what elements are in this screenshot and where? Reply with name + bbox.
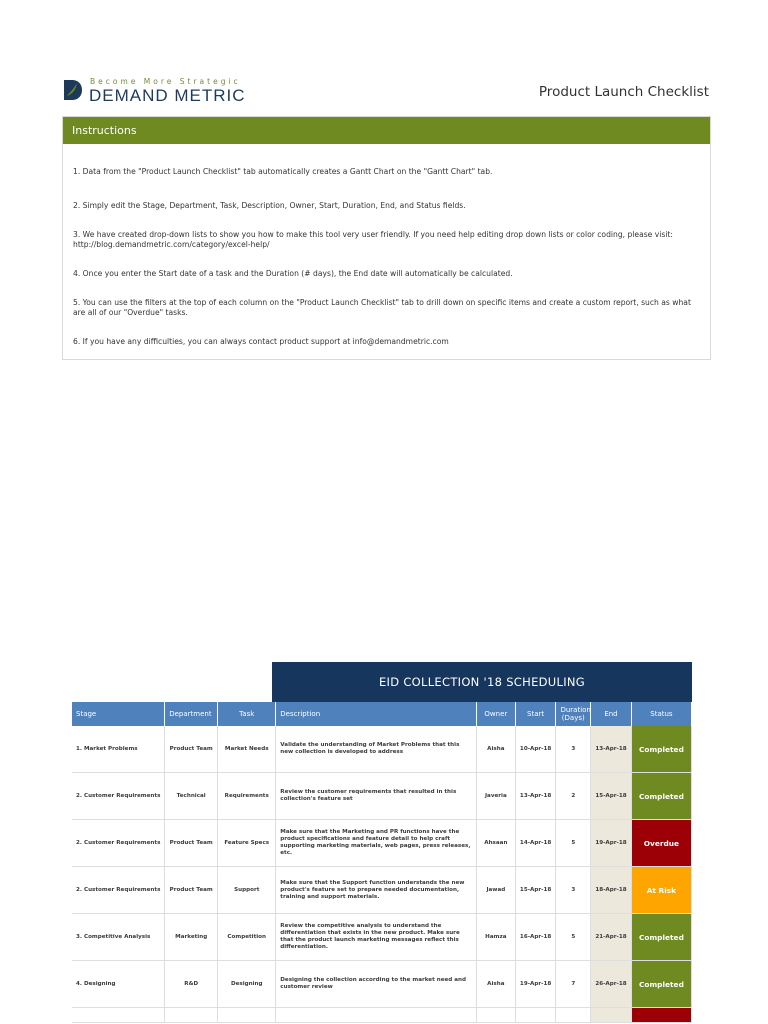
cell-task[interactable]: Feature Specs	[218, 820, 276, 867]
table-row	[72, 961, 692, 1008]
cell-end: 26-Apr-18	[591, 961, 632, 1008]
table-row	[72, 914, 692, 961]
cell-department[interactable]: R&D	[165, 961, 218, 1008]
cell-description[interactable]: Review the competitive analysis to understand the differentiation that exists in the new product. Make sure that the product launch marketing messages reflect this differentiation.	[276, 914, 477, 961]
column-header-end[interactable]: End	[591, 702, 632, 726]
table-row	[72, 726, 692, 773]
page-title: Product Launch Checklist	[538, 84, 709, 100]
column-header-owner[interactable]: Owner	[476, 702, 515, 726]
logo-name: DEMAND METRIC	[89, 86, 246, 105]
logo-mark-icon	[62, 78, 84, 102]
cell-duration[interactable]: 2	[556, 773, 591, 820]
instruction-item-1: 1. Data from the "Product Launch Checklist" tab automatically creates a Gantt Chart on the "Gantt Chart" tab.	[73, 167, 493, 176]
status-badge[interactable]: Completed	[631, 773, 691, 820]
cell-duration[interactable]	[556, 1008, 591, 1023]
cell-owner[interactable]: Hamza	[476, 914, 515, 961]
status-badge[interactable]	[631, 1008, 691, 1023]
cell-department[interactable]: Technical	[165, 773, 218, 820]
column-header-status[interactable]: Status	[631, 702, 691, 726]
cell-end: 18-Apr-18	[591, 867, 632, 914]
instruction-item-6: 6. If you have any difficulties, you can always contact product support at info@demandmetric.com	[73, 337, 449, 346]
schedule-table	[72, 702, 692, 1023]
cell-duration[interactable]: 3	[556, 867, 591, 914]
cell-task[interactable]: Requirements	[218, 773, 276, 820]
instructions-panel	[62, 116, 711, 360]
cell-start[interactable]: 16-Apr-18	[515, 914, 556, 961]
status-badge[interactable]: Overdue	[631, 820, 691, 867]
cell-stage[interactable]: 4. Designing	[72, 961, 165, 1008]
cell-stage[interactable]: 2. Customer Requirements	[72, 820, 165, 867]
cell-task[interactable]: Competition	[218, 914, 276, 961]
cell-start[interactable]: 10-Apr-18	[515, 726, 556, 773]
cell-start[interactable]: 19-Apr-18	[515, 961, 556, 1008]
column-header-description[interactable]: Description	[276, 702, 477, 726]
demand-metric-logo	[62, 76, 272, 106]
instruction-item-2: 2. Simply edit the Stage, Department, Task, Description, Owner, Start, Duration, End, and Status fields.	[73, 201, 466, 210]
cell-description[interactable]	[276, 1008, 477, 1023]
cell-end	[591, 1008, 632, 1023]
cell-description[interactable]: Make sure that the Marketing and PR functions have the product specifications and feature detail to help craft supporting marketing materials, web pages, press releases, etc.	[276, 820, 477, 867]
cell-task[interactable]: Market Needs	[218, 726, 276, 773]
cell-description[interactable]: Make sure that the Support function understands the new product's feature set to prepare needed documentation, training and support materials.	[276, 867, 477, 914]
table-row	[72, 867, 692, 914]
cell-start[interactable]	[515, 1008, 556, 1023]
cell-department[interactable]	[165, 1008, 218, 1023]
cell-duration[interactable]: 5	[556, 914, 591, 961]
status-badge[interactable]: Completed	[631, 914, 691, 961]
status-badge[interactable]: At Risk	[631, 867, 691, 914]
status-badge[interactable]: Completed	[631, 961, 691, 1008]
column-header-department[interactable]: Department	[165, 702, 218, 726]
column-header-task[interactable]: Task	[218, 702, 276, 726]
cell-owner[interactable]: Jawad	[476, 867, 515, 914]
cell-owner[interactable]	[476, 1008, 515, 1023]
instruction-item-3: 3. We have created drop-down lists to show you how to make this tool very user friendly. If you need help editing drop down lists or color coding, please visit: http://blog.demandmetric.com/category/excel-help/	[73, 230, 673, 249]
column-header-duration[interactable]: Duration (Days)	[556, 702, 591, 726]
cell-end: 15-Apr-18	[591, 773, 632, 820]
cell-stage[interactable]: 2. Customer Requirements	[72, 867, 165, 914]
cell-task[interactable]: Designing	[218, 961, 276, 1008]
cell-task[interactable]: Support	[218, 867, 276, 914]
instruction-item-4: 4. Once you enter the Start date of a task and the Duration (# days), the End date will automatically be calculated.	[73, 269, 513, 278]
cell-department[interactable]: Marketing	[165, 914, 218, 961]
column-header-start[interactable]: Start	[515, 702, 556, 726]
schedule-header-row	[72, 702, 692, 726]
cell-department[interactable]: Product Team	[165, 820, 218, 867]
cell-owner[interactable]: Javeria	[476, 773, 515, 820]
cell-start[interactable]: 15-Apr-18	[515, 867, 556, 914]
cell-stage[interactable]	[72, 1008, 165, 1023]
logo-tagline: Become More Strategic	[90, 77, 241, 86]
status-badge[interactable]: Completed	[631, 726, 691, 773]
cell-start[interactable]: 13-Apr-18	[515, 773, 556, 820]
cell-department[interactable]: Product Team	[165, 867, 218, 914]
table-row	[72, 773, 692, 820]
cell-task[interactable]	[218, 1008, 276, 1023]
table-row	[72, 1008, 692, 1023]
table-row	[72, 820, 692, 867]
cell-duration[interactable]: 5	[556, 820, 591, 867]
cell-owner[interactable]: Ahsaan	[476, 820, 515, 867]
cell-duration[interactable]: 3	[556, 726, 591, 773]
cell-stage[interactable]: 1. Market Problems	[72, 726, 165, 773]
cell-description[interactable]: Review the customer requirements that resulted in this collection's feature set	[276, 773, 477, 820]
cell-duration[interactable]: 7	[556, 961, 591, 1008]
cell-owner[interactable]: Aisha	[476, 726, 515, 773]
column-header-stage[interactable]: Stage	[72, 702, 165, 726]
cell-stage[interactable]: 2. Customer Requirements	[72, 773, 165, 820]
cell-end: 13-Apr-18	[591, 726, 632, 773]
schedule-title: EID COLLECTION '18 SCHEDULING	[272, 662, 692, 702]
instruction-item-5: 5. You can use the filters at the top of each column on the "Product Launch Checklist" tab to drill down on specific items and create a custom report, such as what are all of our "Overdue" tasks.	[73, 298, 691, 317]
cell-end: 21-Apr-18	[591, 914, 632, 961]
cell-end: 19-Apr-18	[591, 820, 632, 867]
cell-description[interactable]: Validate the understanding of Market Problems that this new collection is developed to address	[276, 726, 477, 773]
cell-stage[interactable]: 3. Competitive Analysis	[72, 914, 165, 961]
cell-start[interactable]: 14-Apr-18	[515, 820, 556, 867]
cell-owner[interactable]: Aisha	[476, 961, 515, 1008]
cell-description[interactable]: Designing the collection according to the market need and customer review	[276, 961, 477, 1008]
instructions-title: Instructions	[63, 117, 710, 144]
cell-department[interactable]: Product Team	[165, 726, 218, 773]
